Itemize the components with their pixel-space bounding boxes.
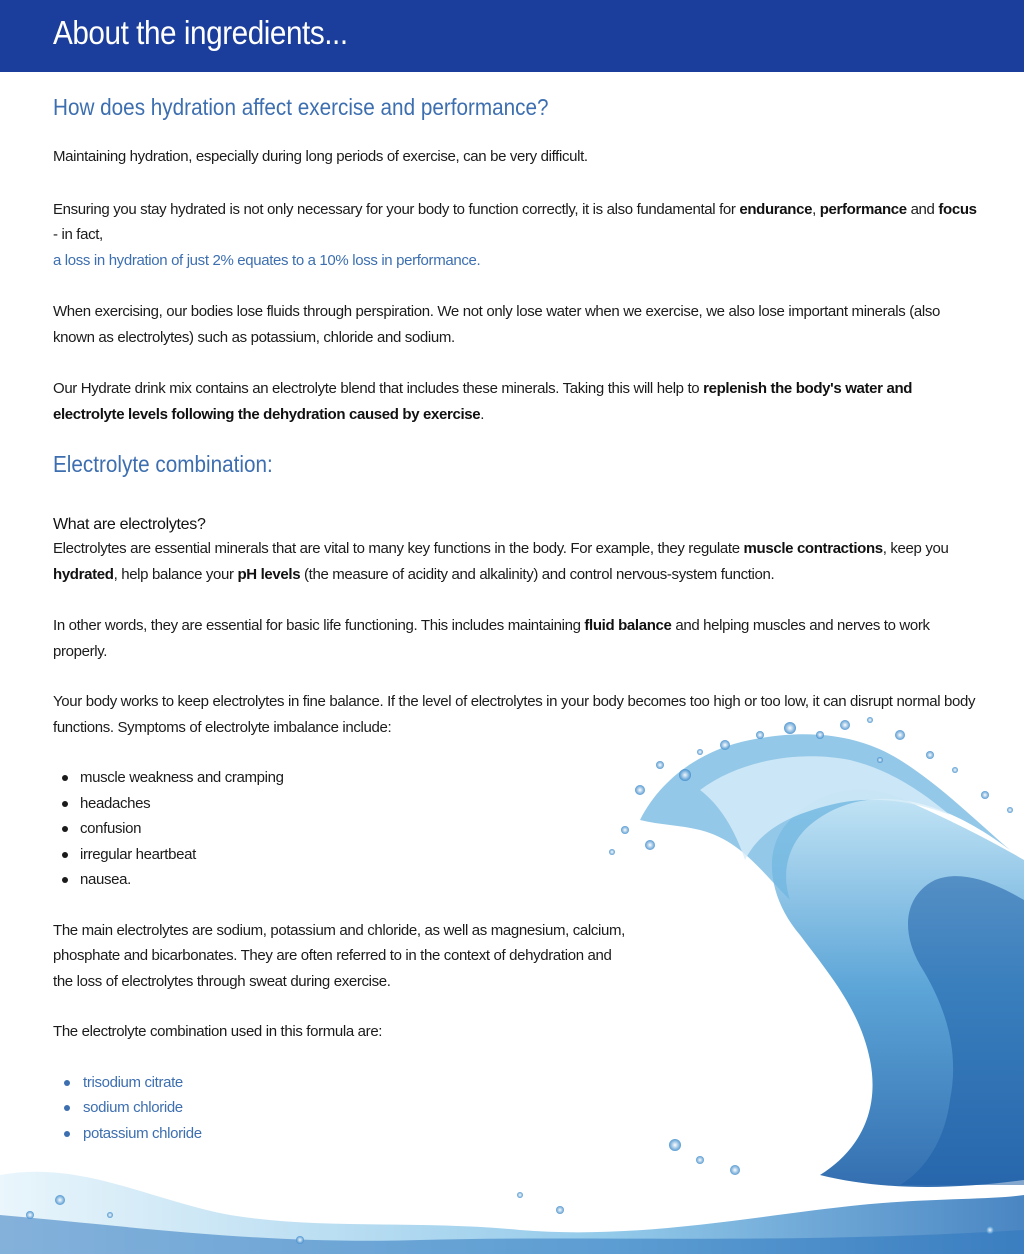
formula-list — [53, 1070, 983, 1147]
list-item: nausea. — [53, 867, 983, 893]
text-span: and helping muscles and nerves to work properly. — [53, 617, 930, 660]
text-span: and — [906, 200, 939, 218]
electrolytes-paragraph-2 — [53, 613, 983, 664]
bold-replenish: replenish the body's water and electrolyte levels following the dehydration caused by exercise — [53, 380, 913, 423]
text-line: The main electrolytes are sodium, potassium and chloride, as well as magnesium, calcium, — [53, 921, 625, 939]
hydration-paragraph-3: When exercising, our bodies lose fluids through perspiration. We not only lose water when we exercise, we also lose important minerals (also known as electrolytes) such as potassium, chloride and sodium. — [53, 303, 941, 346]
hydration-paragraph-2 — [53, 197, 983, 274]
performance-link[interactable]: a loss in hydration of just 2% equates to a 10% loss in performance — [53, 251, 477, 269]
electrolytes-paragraph-3: Your body works to keep electrolytes in fine balance. If the level of electrolytes in your body becomes too high or too low, it can disrupt normal body functions. Symptoms of electrolyte imbalance include: — [53, 693, 976, 736]
text-span: - in fact, — [53, 226, 103, 243]
main-content — [53, 90, 983, 1142]
list-item: muscle weakness and cramping — [53, 765, 983, 791]
symptoms-list — [53, 765, 983, 893]
electrolytes-paragraph-1 — [53, 536, 983, 587]
list-item[interactable]: trisodium citrate — [53, 1070, 983, 1096]
text-span: Ensuring you stay hydrated is not only necessary for your body to function correctly, it is also fundamental for — [53, 200, 740, 218]
hydration-paragraph-4 — [53, 376, 983, 427]
list-item: irregular heartbeat — [53, 842, 983, 868]
text-span: , — [812, 200, 820, 218]
text-span: (the measure of acidity and alkalinity) and control nervous-system function. — [300, 565, 775, 583]
electrolytes-paragraph-5: The electrolyte combination used in this formula are: — [53, 1023, 383, 1040]
text-span: Our Hydrate drink mix contains an electrolyte blend that includes these minerals. Taking this will help to — [53, 380, 704, 397]
text-span: , keep you — [882, 540, 949, 557]
page-title: About the ingredients... — [53, 14, 348, 51]
electrolyte-heading: Electrolyte combination: — [53, 451, 273, 477]
bold-muscle-contractions: muscle contractions — [743, 540, 883, 557]
text-span: Electrolytes are essential minerals that are vital to many key functions in the body. For example, they regulate — [53, 540, 744, 557]
list-item: headaches — [53, 791, 983, 817]
text-span: . — [480, 405, 485, 423]
bold-endurance: endurance — [739, 200, 813, 218]
hydration-paragraph-1: Maintaining hydration, especially during long periods of exercise, can be very difficult. — [53, 148, 588, 165]
text-line: the loss of electrolytes through sweat during exercise. — [53, 972, 391, 990]
text-line: phosphate and bicarbonates. They are often referred to in the context of dehydration and — [53, 947, 612, 964]
bold-focus: focus — [938, 200, 977, 218]
list-item: confusion — [53, 816, 983, 842]
page-header — [0, 0, 1024, 72]
text-span: , help balance your — [113, 565, 238, 583]
electrolytes-subheading: What are electrolytes? — [53, 516, 206, 533]
list-item[interactable]: potassium chloride — [53, 1121, 983, 1147]
list-item[interactable]: sodium chloride — [53, 1095, 983, 1121]
bold-hydrated: hydrated — [53, 565, 114, 583]
electrolytes-paragraph-4 — [53, 918, 983, 995]
text-span: In other words, they are essential for basic life functioning. This includes maintaining — [53, 617, 585, 634]
bold-performance: performance — [819, 200, 907, 218]
text-span: . — [476, 251, 481, 269]
bold-fluid-balance: fluid balance — [584, 617, 672, 634]
bold-ph-levels: pH levels — [237, 565, 301, 583]
hydration-heading: How does hydration affect exercise and performance? — [53, 94, 549, 120]
